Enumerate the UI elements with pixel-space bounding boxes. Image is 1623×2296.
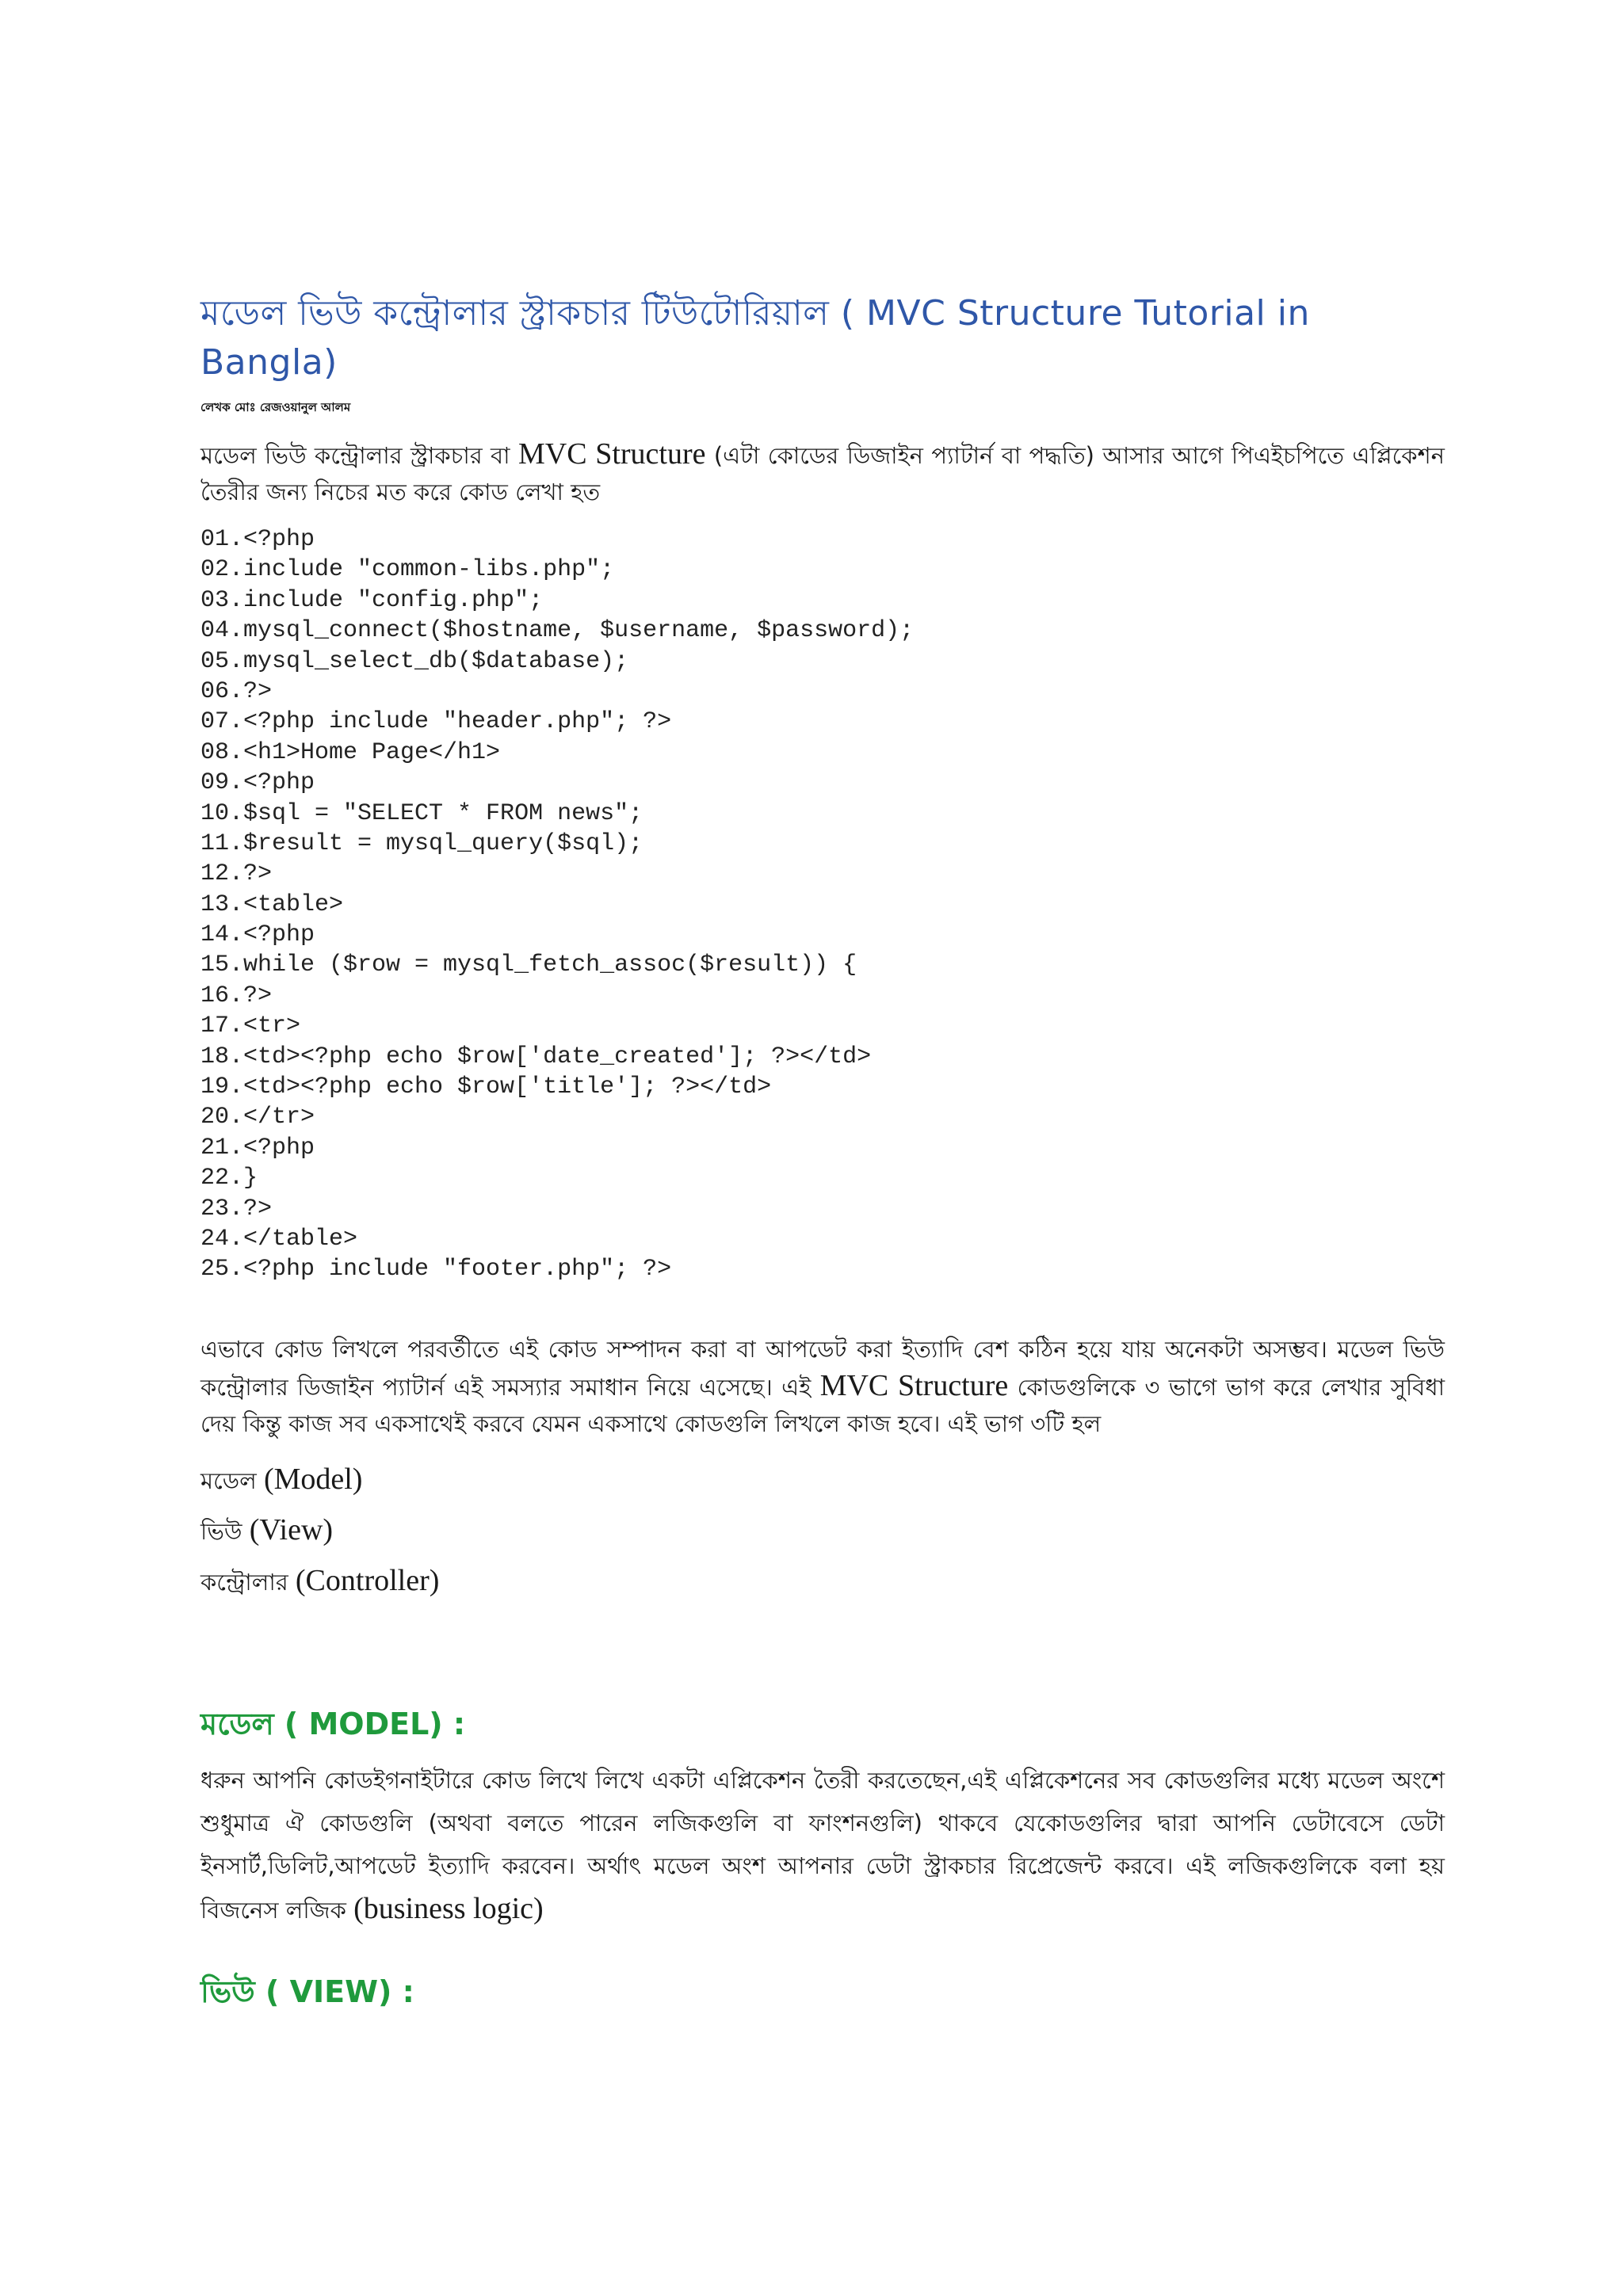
list-item xyxy=(200,1455,1445,1505)
intro-text-before: মডেল ভিউ কন্ট্রোলার স্ট্রাকচার বা xyxy=(200,442,518,469)
code-line: 09.<?php xyxy=(200,769,315,797)
code-line: 05.mysql_select_db($database); xyxy=(200,647,629,675)
code-line: 24.</table> xyxy=(200,1225,358,1253)
code-line: 10.$sql = "SELECT * FROM news"; xyxy=(200,799,643,827)
code-line: 07.<?php include "header.php"; ?> xyxy=(200,708,672,736)
part-name-bn: ভিউ xyxy=(200,1517,250,1545)
code-listing xyxy=(200,524,1445,1285)
model-heading: মডেল ( MODEL) : xyxy=(200,1706,466,1741)
intro-text-after: (এটা কোডের ডিজাইন প্যাটার্ন বা পদ্ধতি) আসার আগে পিএইচপিতে এপ্লিকেশন তৈরীর জন্য নিচের মত করে কোড লেখা হত xyxy=(200,442,1445,505)
code-line: 25.<?php include "footer.php"; ?> xyxy=(200,1256,672,1283)
code-line: 18.<td><?php echo $row['date_created']; ?></td> xyxy=(200,1043,872,1070)
code-line: 03.include "config.php"; xyxy=(200,586,544,614)
code-line: 11.$result = mysql_query($sql); xyxy=(200,830,643,857)
code-line: 06.?> xyxy=(200,677,273,705)
part-name-en: (Controller) xyxy=(295,1563,440,1597)
model-text-latin: (business logic) xyxy=(353,1891,544,1925)
code-line: 15.while ($row = mysql_fetch_assoc($result)) { xyxy=(200,952,857,979)
code-line: 01.<?php xyxy=(200,526,315,553)
explanation-paragraph xyxy=(200,1331,1445,1442)
explanation-text-after: কোডগুলিকে ৩ ভাগে ভাগ করে লেখার সুবিধা দেয় কিন্তু কাজ সব একসাথেই করবে যেমন একসাথে কোডগুলি লিখলে কাজ হবে। এই ভাগ ৩টি হল xyxy=(200,1373,1445,1437)
code-line: 12.?> xyxy=(200,860,273,888)
code-line: 20.</tr> xyxy=(200,1104,315,1131)
code-line: 08.<h1>Home Page</h1> xyxy=(200,738,501,766)
document-content xyxy=(200,289,1445,2014)
code-line: 21.<?php xyxy=(200,1134,315,1161)
explanation-text-latin: MVC Structure xyxy=(819,1368,1009,1402)
list-item xyxy=(200,1556,1445,1607)
document-title: মডেল ভিউ কন্ট্রোলার স্ট্রাকচার টিউটোরিয়াল ( MVC Structure Tutorial in Bangla) xyxy=(200,293,1310,383)
model-text-before: ধরুন আপনি কোডইগনাইটারে কোড লিখে লিখে একটা এপ্লিকেশন তৈরী করতেছেন,এই এপ্লিকেশনের সব কোডগুলির মধ্যে মডেল অংশে শুধুমাত্র ঐ কোডগুলি (অথবা বলতে পারেন লজিকগুলি বা ফাংশনগুলি) থাকবে যেকোডগুলির দ্বারা আপনি ডেটাবেসে ডেটা ইনসার্ট,ডিলিট,আপডেট ইত্যাদি করবেন। অর্থাৎ মডেল অংশ আপনার ডেটা স্ট্রাকচার রিপ্রেজেন্ট করবে। এই লজিকগুলিকে বলা হয় বিজনেস লজিক xyxy=(200,1766,1445,1924)
code-line: 22.} xyxy=(200,1165,258,1192)
author-byline: লেখক মোঃ রেজওয়ানুল আলম xyxy=(200,400,351,414)
code-line: 14.<?php xyxy=(200,921,315,949)
code-line: 23.?> xyxy=(200,1195,273,1222)
code-line: 16.?> xyxy=(200,982,273,1009)
explanation-text-before: এভাবে কোড লিখলে পরবর্তীতে এই কোড সম্পাদন করা বা আপডেট করা ইত্যাদি বেশ কঠিন হয়ে যায় অনেকটা অসম্ভব। মডেল ভিউ কন্ট্রোলার ডিজাইন প্যাটার্ন এই সমস্যার সমাধান নিয়ে এসেছে। এই xyxy=(200,1335,1445,1401)
model-paragraph xyxy=(200,1759,1445,1932)
part-name-bn: মডেল xyxy=(200,1466,264,1494)
code-line: 02.include "common-libs.php"; xyxy=(200,556,615,584)
list-item xyxy=(200,1505,1445,1556)
intro-paragraph xyxy=(200,436,1445,510)
code-line: 19.<td><?php echo $row['title']; ?></td> xyxy=(200,1074,772,1101)
code-line: 13.<table> xyxy=(200,891,344,918)
view-heading: ভিউ ( VIEW) : xyxy=(200,1974,414,2009)
part-name-bn: কন্ট্রোলার xyxy=(200,1568,296,1596)
part-name-en: (Model) xyxy=(263,1462,363,1496)
mvc-parts-list xyxy=(200,1455,1445,1607)
part-name-en: (View) xyxy=(249,1512,334,1547)
code-line: 04.mysql_connect($hostname, $username, $password); xyxy=(200,617,915,645)
code-line: 17.<tr> xyxy=(200,1013,301,1040)
intro-text-latin: MVC Structure xyxy=(517,437,706,471)
